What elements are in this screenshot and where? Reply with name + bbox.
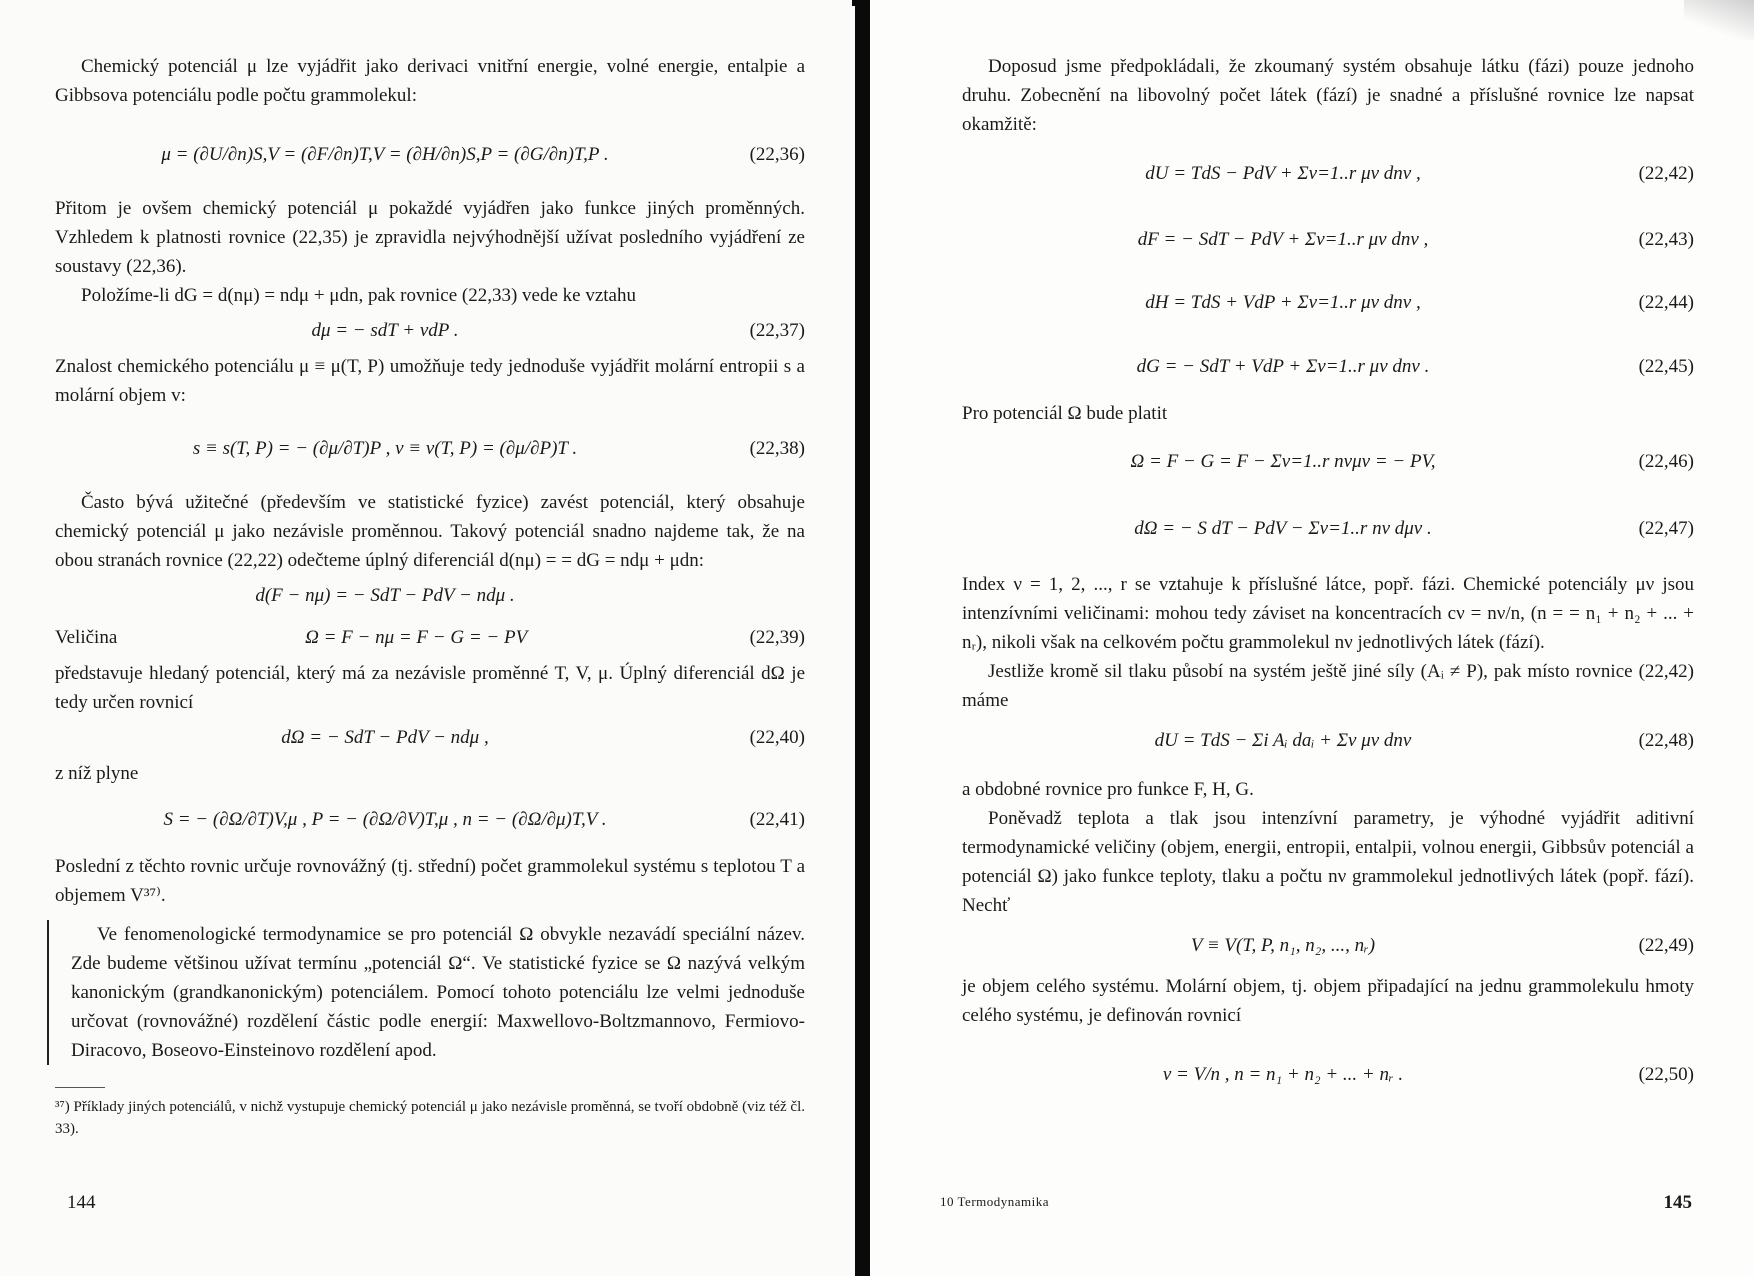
equation-22-49 [962, 920, 1694, 972]
equation-22-36 [55, 116, 805, 194]
page-number: 144 [67, 1192, 96, 1213]
footnote: ³⁷) Příklady jiných potenciálů, v nichž vystupuje chemický potenciál μ jako nezávisle proměnná, se tvoří obdobně (viz též čl. 33). [55, 1099, 805, 1137]
equation-body: s ≡ s(T, P) = − (∂μ/∂T)P , v ≡ v(T, P) = (∂μ/∂P)T . [192, 438, 578, 459]
paragraph: Jestliže kromě sil tlaku působí na systém ještě jiné síly (Aᵢ ≠ P), pak místo rovnice (22,42) máme [962, 661, 1694, 711]
equation-22-41 [55, 788, 805, 852]
running-footer: 10 Termodynamika [940, 1194, 1050, 1209]
paragraph: Položíme-li dG = d(nμ) = ndμ + μdn, pak rovnice (22,33) vede ke vztahu [81, 285, 636, 306]
equation-number: (22,42) [1638, 163, 1694, 184]
equation-22-43 [962, 209, 1694, 271]
equation-number: (22,43) [1638, 229, 1694, 250]
paragraph: Chemický potenciál μ lze vyjádřit jako derivaci vnitřní energie, volné energie, entalpie a Gibbsova potenciálu podle počtu grammolekul: [55, 56, 805, 106]
equation-body: V ≡ V(T, P, n₁, n₂, ..., nᵣ) [1190, 935, 1376, 956]
equation-number: (22,38) [749, 438, 805, 459]
equation-body: dU = TdS − PdV + Σν=1..r μν dnν , [1145, 163, 1421, 184]
equation-number: (22,49) [1638, 935, 1694, 956]
paragraph: Ve fenomenologické termodynamice se pro potenciál Ω obvykle nezavádí speciální název. Zde budeme většinou užívat termínu „potenciál Ω“. Ve statistické fyzice se Ω nazývá velkým kanonickým (grandkanonickým) potenciálem. Pomocí tohoto potenciálu lze velmi jednoduše určovat (rovnovážné) rozdělení částic podle energií: Maxwellovo-Boltzmannovo, Fermiovo-Diracovo, Boseovo-Einsteinovo rozdělení apod. [71, 924, 805, 1061]
equation-number: (22,36) [749, 144, 805, 165]
paragraph: Poslední z těchto rovnic určuje rovnovážný (tj. střední) počet grammolekul systému s teplotou T a objemem V³⁷⁾. [55, 856, 805, 906]
equation-unnumbered [55, 575, 805, 617]
equation-body: d(F − nμ) = − SdT − PdV − ndμ . [255, 585, 515, 606]
equation-number: (22,41) [749, 809, 805, 830]
equation-body: S = − (∂Ω/∂T)V,μ , P = − (∂Ω/∂V)T,μ , n = − (∂Ω/∂μ)T,V . [163, 809, 607, 830]
equation-22-42 [962, 139, 1694, 209]
equation-number: (22,37) [749, 320, 805, 341]
equation-body: dU = TdS − Σi Aᵢ daᵢ + Σν μν dnν [1154, 730, 1412, 751]
equation-body: dG = − SdT + VdP + Σν=1..r μν dnν . [1136, 356, 1430, 377]
equation-22-39 [55, 617, 805, 659]
right-page [870, 0, 1754, 1276]
equation-body: dF = − SdT − PdV + Σν=1..r μν dnν , [1137, 229, 1429, 250]
equation-22-37 [55, 310, 805, 352]
paragraph: představuje hledaný potenciál, který má za nezávisle proměnné T, V, μ. Úplný diferenciál dΩ je tedy určen rovnicí [55, 663, 805, 713]
equation-body: Ω = F − nμ = F − G = − PV [305, 627, 528, 648]
equation-body: dH = TdS + VdP + Σν=1..r μν dnν , [1145, 292, 1421, 313]
equation-body: dΩ = − SdT − PdV − ndμ , [281, 727, 489, 748]
equation-body: dμ = − sdT + vdP . [311, 320, 459, 341]
equation-number: (22,39) [749, 627, 805, 648]
paragraph: Přitom je ovšem chemický potenciál μ pokaždé vyjádřen jako funkce jiných proměnných. Vzhledem k platnosti rovnice (22,35) je zpravidla nejvýhodnější užívat posledního vyjádření ze soustavy (22,36). [55, 198, 805, 277]
equation-body: dΩ = − S dT − PdV − Σν=1..r nν dμν . [1134, 518, 1432, 539]
equation-body: Ω = F − G = F − Σν=1..r nνμν = − PV, [1130, 451, 1436, 472]
equation-22-47 [962, 496, 1694, 562]
equation-number: (22,47) [1638, 518, 1694, 539]
paragraph: Často bývá užitečné (především ve statistické fyzice) zavést potenciál, který obsahuje chemický potenciál μ jako nezávisle proměnnou. Takový potenciál snadno najdeme tak, že na obou stranách rovnice (22,22) odečteme úplný diferenciál d(nμ) = = dG = ndμ + μdn: [55, 492, 805, 571]
equation-22-38 [55, 410, 805, 488]
paragraph: Znalost chemického potenciálu μ ≡ μ(T, P) umožňuje tedy jednoduše vyjádřit molární entropii s a molární objem v: [55, 356, 805, 406]
label-z-niz-plyne: z níž plyne [55, 763, 139, 784]
equation-number: (22,40) [749, 727, 805, 748]
paragraph: Poněvadž teplota a tlak jsou intenzívní parametry, je výhodné vyjádřit aditivní termodynamické veličiny (objem, energii, entropii, entalpii, volnou energii, Gibbsův potenciál a potenciál Ω) jako funkce teploty, tlaku a počtu nν grammolekul jednotlivých látek (popř. fází). Nechť [962, 808, 1694, 916]
left-page [0, 0, 855, 1276]
footnote-divider [55, 1087, 105, 1088]
page-number: 145 [1663, 1192, 1692, 1213]
equation-number: (22,44) [1638, 292, 1694, 313]
remark-block [47, 920, 805, 1065]
equation-number: (22,48) [1638, 730, 1694, 751]
equation-22-40 [55, 717, 805, 759]
equation-body: μ = (∂U/∂n)S,V = (∂F/∂n)T,V = (∂H/∂n)S,P = (∂G/∂n)T,P . [161, 144, 609, 165]
equation-number: (22,50) [1638, 1064, 1694, 1085]
page-corner-shadow [1684, 0, 1754, 40]
paragraph: Doposud jsme předpokládali, že zkoumaný systém obsahuje látku (fázi) pouze jednoho druhu. Zobecnění na libovolný počet látek (fází) je snadné a příslušné rovnice lze napsat okamžitě: [962, 56, 1694, 135]
book-spine [855, 0, 870, 1276]
equation-22-50 [962, 1030, 1694, 1120]
equation-22-45 [962, 335, 1694, 399]
paragraph: je objem celého systému. Molární objem, tj. objem připadající na jednu grammolekulu hmoty celého systému, je definován rovnicí [962, 976, 1694, 1026]
equation-number: (22,45) [1638, 356, 1694, 377]
equation-22-48 [962, 715, 1694, 767]
paragraph: Index ν = 1, 2, ..., r se vztahuje k příslušné látce, popř. fázi. Chemické potenciály μν jsou intenzívními veličinami: mohou tedy záviset na koncentracích cν = nν/n, (n = = n₁ + n₂ + ... + nᵣ), nikoli však na celkovém počtu grammolekul nν jednotlivých látek (fází). [962, 574, 1694, 653]
paragraph: Pro potenciál Ω bude platit [962, 403, 1168, 424]
equation-22-46 [962, 428, 1694, 496]
equation-body: v = V/n , n = n₁ + n₂ + ... + nᵣ . [1162, 1064, 1404, 1085]
label-velicina: Veličina [55, 627, 118, 648]
equation-number: (22,46) [1638, 451, 1694, 472]
paragraph: a obdobné rovnice pro funkce F, H, G. [962, 779, 1254, 800]
equation-22-44 [962, 271, 1694, 335]
